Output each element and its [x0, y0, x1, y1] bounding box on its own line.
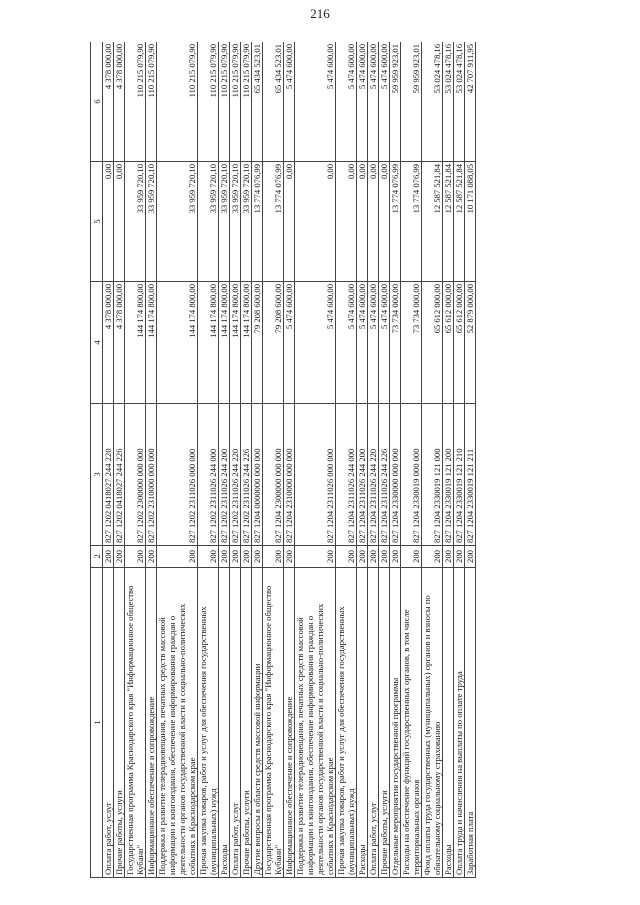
classification-code-cell: 827 1204 2300000 000 000: [263, 404, 284, 546]
unexecuted-amount-cell: 5 474 600,00: [368, 42, 379, 162]
row-code-cell: 200: [146, 546, 157, 568]
approved-amount-cell: 4 378 000,00: [114, 282, 125, 404]
unexecuted-amount-cell: 4 378 000,00: [103, 42, 114, 162]
executed-amount-cell: 13 774 076,99: [390, 162, 401, 282]
classification-code-cell: 827 1204 2330019 121 200: [443, 404, 454, 546]
row-code-cell: 200: [198, 546, 219, 568]
row-name-cell: Прочие работы, услуги: [379, 568, 390, 878]
approved-amount-cell: 5 474 600,00: [336, 282, 357, 404]
row-name-cell: Поддержка и развитие телерадиовещания, печатных средств массовой информации и книгоиздания, обеспечение информирования граждан о деятельности органов государственной власти и социально-политических событиях в Краснодарском крае: [295, 568, 336, 878]
approved-amount-cell: 73 734 000,00: [401, 282, 422, 404]
executed-amount-cell: 0,00: [379, 162, 390, 282]
classification-code-cell: 827 1204 2330019 121 210: [454, 404, 465, 546]
classification-code-cell: 827 1204 2311026 244 000: [336, 404, 357, 546]
table-row: [263, 42, 284, 878]
row-code-cell: 200: [368, 546, 379, 568]
row-name-cell: Государственная программа Краснодарского края "Информационное общество Кубани": [263, 568, 284, 878]
column-header: 1: [91, 568, 103, 878]
approved-amount-cell: 5 474 600,00: [357, 282, 368, 404]
executed-amount-cell: 13 774 076,99: [252, 162, 263, 282]
classification-code-cell: 827 1202 2311026 244 220: [230, 404, 241, 546]
approved-amount-cell: 79 208 600,00: [263, 282, 284, 404]
row-name-cell: Расходы на обеспечение функций государственных органов, в том числе территориальных органов: [401, 568, 422, 878]
unexecuted-amount-cell: 5 474 600,00: [357, 42, 368, 162]
table-row: [465, 42, 476, 878]
executed-amount-cell: 12 587 521,84: [422, 162, 443, 282]
row-code-cell: 200: [357, 546, 368, 568]
table-row: [241, 42, 252, 878]
column-header: 6: [91, 42, 103, 162]
approved-amount-cell: 65 612 000,00: [454, 282, 465, 404]
classification-code-cell: 827 1204 2311026 244 226: [379, 404, 390, 546]
row-code-cell: 200: [157, 546, 198, 568]
executed-amount-cell: 33 959 720,10: [125, 162, 146, 282]
executed-amount-cell: 13 774 076,99: [401, 162, 422, 282]
classification-code-cell: 827 1202 2310000 000 000: [146, 404, 157, 546]
column-header: 3: [91, 404, 103, 546]
table-row: [443, 42, 454, 878]
table-row: [230, 42, 241, 878]
table-row: [379, 42, 390, 878]
executed-amount-cell: 33 959 720,10: [230, 162, 241, 282]
table-row: [252, 42, 263, 878]
column-header: 5: [91, 162, 103, 282]
row-name-cell: Информационное обеспечение и сопровождение: [146, 568, 157, 878]
classification-code-cell: 827 1204 2330000 000 000: [390, 404, 401, 546]
row-code-cell: 200: [114, 546, 125, 568]
approved-amount-cell: 65 612 000,00: [443, 282, 454, 404]
column-header: 4: [91, 282, 103, 404]
table-row: [198, 42, 219, 878]
rotated-page-content: [90, 42, 620, 878]
row-code-cell: 200: [401, 546, 422, 568]
unexecuted-amount-cell: 5 474 600,00: [295, 42, 336, 162]
classification-code-cell: 827 1204 2311026 244 220: [368, 404, 379, 546]
row-name-cell: Расходы: [443, 568, 454, 878]
unexecuted-amount-cell: 5 474 600,00: [379, 42, 390, 162]
approved-amount-cell: 5 474 600,00: [368, 282, 379, 404]
unexecuted-amount-cell: 65 434 523,01: [252, 42, 263, 162]
row-name-cell: Расходы: [219, 568, 230, 878]
unexecuted-amount-cell: 53 024 478,16: [422, 42, 443, 162]
unexecuted-amount-cell: 5 474 600,00: [336, 42, 357, 162]
executed-amount-cell: 33 959 720,10: [198, 162, 219, 282]
row-name-cell: Оплата работ, услуг: [230, 568, 241, 878]
approved-amount-cell: 144 174 800,00: [146, 282, 157, 404]
row-name-cell: Расходы: [357, 568, 368, 878]
classification-code-cell: 827 1202 2311026 244 200: [219, 404, 230, 546]
approved-amount-cell: 144 174 800,00: [157, 282, 198, 404]
executed-amount-cell: 0,00: [114, 162, 125, 282]
row-code-cell: 200: [263, 546, 284, 568]
unexecuted-amount-cell: 53 024 478,16: [454, 42, 465, 162]
classification-code-cell: 827 1202 2311026 244 226: [241, 404, 252, 546]
table-row: [401, 42, 422, 878]
approved-amount-cell: 52 879 000,00: [465, 282, 476, 404]
unexecuted-amount-cell: 110 215 079,90: [230, 42, 241, 162]
unexecuted-amount-cell: 59 959 923,01: [390, 42, 401, 162]
executed-amount-cell: 13 774 076,99: [263, 162, 284, 282]
row-code-cell: 200: [230, 546, 241, 568]
row-code-cell: 200: [252, 546, 263, 568]
row-name-cell: Поддержка и развитие телерадиовещания, печатных средств массовой информации и книгоиздания, обеспечение информирования граждан о деятельности органов государственной власти и социально-политических событиях в Краснодарском крае: [157, 568, 198, 878]
approved-amount-cell: 65 612 000,00: [422, 282, 443, 404]
table-row: [103, 42, 114, 878]
unexecuted-amount-cell: 110 215 079,90: [125, 42, 146, 162]
row-name-cell: Заработная плата: [465, 568, 476, 878]
unexecuted-amount-cell: 110 215 079,90: [198, 42, 219, 162]
unexecuted-amount-cell: 110 215 079,90: [241, 42, 252, 162]
row-name-cell: Прочие работы, услуги: [114, 568, 125, 878]
row-name-cell: Фонд оплаты труда государственных (муниципальных) органов и взносы по обязательному социальному страхованию: [422, 568, 443, 878]
unexecuted-amount-cell: 4 378 000,00: [114, 42, 125, 162]
row-name-cell: Информационное обеспечение и сопровождение: [284, 568, 295, 878]
approved-amount-cell: 5 474 600,00: [379, 282, 390, 404]
classification-code-cell: 827 1202 2311026 244 000: [198, 404, 219, 546]
table-row: [368, 42, 379, 878]
row-code-cell: 200: [422, 546, 443, 568]
row-code-cell: 200: [103, 546, 114, 568]
rotated-table-area: [90, 42, 620, 878]
classification-code-cell: 827 1204 2311026 244 200: [357, 404, 368, 546]
table-row: [390, 42, 401, 878]
executed-amount-cell: 0,00: [357, 162, 368, 282]
budget-table-body: [91, 42, 476, 878]
unexecuted-amount-cell: 42 707 911,95: [465, 42, 476, 162]
table-row: [295, 42, 336, 878]
row-name-cell: Прочая закупка товаров, работ и услуг для обеспечения государственных (муниципальных) нужд: [336, 568, 357, 878]
row-name-cell: Оплата работ, услуг: [103, 568, 114, 878]
row-name-cell: Оплата труда и начисления на выплаты по оплате труда: [454, 568, 465, 878]
row-code-cell: 200: [336, 546, 357, 568]
approved-amount-cell: 144 174 800,00: [125, 282, 146, 404]
executed-amount-cell: 0,00: [368, 162, 379, 282]
table-row: [284, 42, 295, 878]
table-row: [114, 42, 125, 878]
unexecuted-amount-cell: 5 474 600,00: [284, 42, 295, 162]
table-row: [336, 42, 357, 878]
table-row: [125, 42, 146, 878]
executed-amount-cell: 0,00: [103, 162, 114, 282]
unexecuted-amount-cell: 53 024 478,16: [443, 42, 454, 162]
unexecuted-amount-cell: 65 434 523,01: [263, 42, 284, 162]
row-code-cell: 200: [443, 546, 454, 568]
executed-amount-cell: 0,00: [295, 162, 336, 282]
table-row: [357, 42, 368, 878]
classification-code-cell: 827 1204 0000000 000 000: [252, 404, 263, 546]
executed-amount-cell: 10 171 088,05: [465, 162, 476, 282]
executed-amount-cell: 12 587 521,84: [454, 162, 465, 282]
executed-amount-cell: 0,00: [336, 162, 357, 282]
row-name-cell: Прочие работы, услуги: [241, 568, 252, 878]
unexecuted-amount-cell: 59 959 923,01: [401, 42, 422, 162]
executed-amount-cell: 12 587 521,84: [443, 162, 454, 282]
classification-code-cell: 827 1204 2330019 121 000: [422, 404, 443, 546]
row-code-cell: 200: [241, 546, 252, 568]
classification-code-cell: 827 1202 0418027 244 226: [114, 404, 125, 546]
executed-amount-cell: 33 959 720,10: [241, 162, 252, 282]
table-row: [219, 42, 230, 878]
row-code-cell: 200: [284, 546, 295, 568]
row-code-cell: 200: [465, 546, 476, 568]
approved-amount-cell: 144 174 800,00: [230, 282, 241, 404]
classification-code-cell: 827 1204 2330019 121 211: [465, 404, 476, 546]
approved-amount-cell: 73 734 000,00: [390, 282, 401, 404]
approved-amount-cell: 5 474 600,00: [295, 282, 336, 404]
approved-amount-cell: 144 174 800,00: [198, 282, 219, 404]
table-row: [422, 42, 443, 878]
unexecuted-amount-cell: 110 215 079,90: [157, 42, 198, 162]
classification-code-cell: 827 1204 2311026 000 000: [295, 404, 336, 546]
row-code-cell: 200: [295, 546, 336, 568]
approved-amount-cell: 5 474 600,00: [284, 282, 295, 404]
table-row: [157, 42, 198, 878]
executed-amount-cell: 33 959 720,10: [146, 162, 157, 282]
unexecuted-amount-cell: 110 215 079,90: [219, 42, 230, 162]
row-name-cell: Отдельные мероприятия государственной программы: [390, 568, 401, 878]
approved-amount-cell: 79 208 600,00: [252, 282, 263, 404]
column-number-row: [91, 42, 103, 878]
row-name-cell: Оплата работ, услуг: [368, 568, 379, 878]
column-header: 2: [91, 546, 103, 568]
row-code-cell: 200: [219, 546, 230, 568]
row-name-cell: Прочая закупка товаров, работ и услуг для обеспечения государственных (муниципальных) нужд: [198, 568, 219, 878]
executed-amount-cell: 33 959 720,10: [219, 162, 230, 282]
table-row: [454, 42, 465, 878]
classification-code-cell: 827 1202 0418027 244 220: [103, 404, 114, 546]
page-number: 216: [310, 6, 330, 21]
row-code-cell: 200: [454, 546, 465, 568]
classification-code-cell: 827 1202 2300000 000 000: [125, 404, 146, 546]
row-name-cell: Государственная программа Краснодарского края "Информационное общество Кубани": [125, 568, 146, 878]
executed-amount-cell: 33 959 720,10: [157, 162, 198, 282]
row-name-cell: Другие вопросы в области средств массовой информации: [252, 568, 263, 878]
row-code-cell: 200: [125, 546, 146, 568]
approved-amount-cell: 4 378 000,00: [103, 282, 114, 404]
table-row: [146, 42, 157, 878]
classification-code-cell: 827 1204 2310000 000 000: [284, 404, 295, 546]
classification-code-cell: 827 1204 2330019 000 000: [401, 404, 422, 546]
executed-amount-cell: 0,00: [284, 162, 295, 282]
classification-code-cell: 827 1202 2311026 000 000: [157, 404, 198, 546]
row-code-cell: 200: [390, 546, 401, 568]
row-code-cell: 200: [379, 546, 390, 568]
approved-amount-cell: 144 174 800,00: [219, 282, 230, 404]
unexecuted-amount-cell: 110 215 079,90: [146, 42, 157, 162]
budget-table: [90, 42, 476, 878]
approved-amount-cell: 144 174 800,00: [241, 282, 252, 404]
